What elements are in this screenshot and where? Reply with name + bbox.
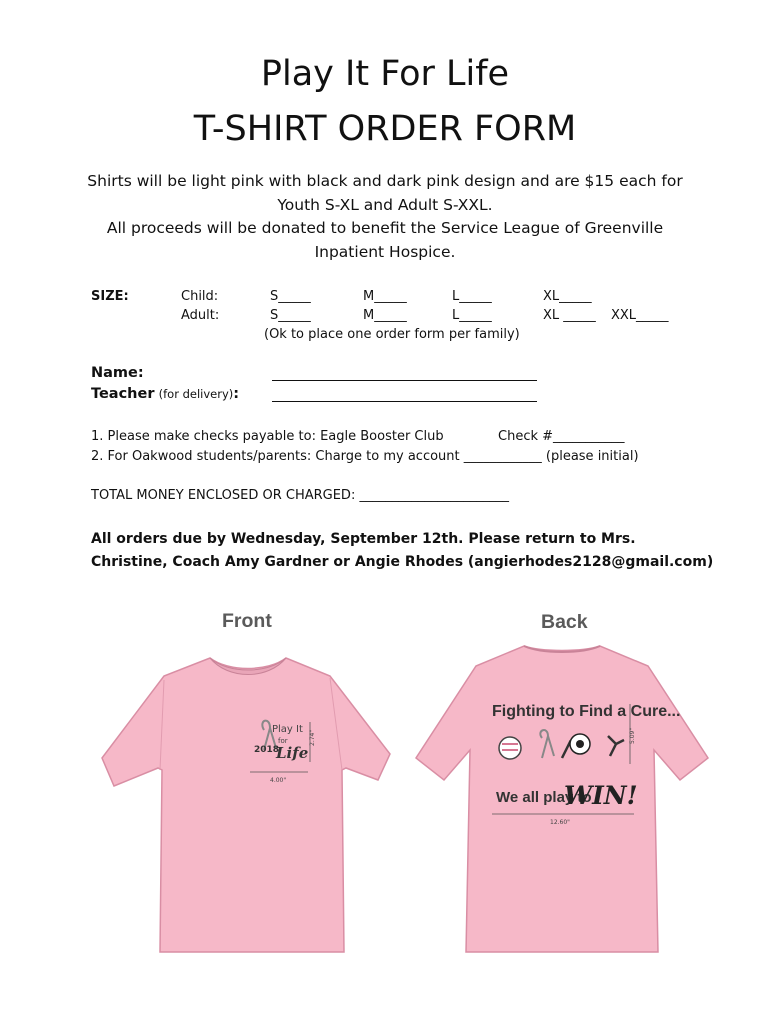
due-notice — [91, 528, 731, 573]
due-line: All orders due by Wednesday, September 12th. Please return to Mrs. — [91, 531, 636, 547]
adult-s-field[interactable]: S_____ — [270, 308, 311, 323]
form-title-line2: T-SHIRT ORDER FORM — [193, 109, 577, 149]
adult-l-field[interactable]: L_____ — [452, 308, 492, 323]
front-play-it: Play It — [272, 724, 303, 735]
back-height-dim: 5.09" — [629, 727, 636, 744]
child-s-field[interactable]: S_____ — [270, 289, 311, 304]
child-xl-field[interactable]: XL_____ — [543, 289, 592, 304]
adult-xl-field[interactable]: XL _____ — [543, 308, 596, 323]
name-label: Name: — [91, 365, 144, 381]
child-l-field[interactable]: L_____ — [452, 289, 492, 304]
front-for: for — [278, 737, 288, 745]
family-note: (Ok to place one order form per family) — [264, 327, 520, 342]
teacher-label: Teacher — [91, 386, 155, 402]
intro-line: Youth S-XL and Adult S-XXL. — [277, 195, 493, 214]
front-year: 2018 — [254, 745, 280, 755]
front-width-dim: 4.00" — [270, 777, 287, 784]
back-slogan-pre: We all play to — [496, 789, 592, 806]
back-headline: Fighting to Find a Cure... — [492, 703, 681, 720]
form-title-line1: Play It For Life — [260, 54, 510, 94]
intro-line: All proceeds will be donated to benefit the Service League of Greenville — [106, 219, 664, 237]
back-width-dim: 12.60" — [550, 819, 570, 826]
intro-line: Shirts will be light pink with black and dark pink design and are $15 each for — [87, 172, 683, 190]
child-m-field[interactable]: M_____ — [363, 289, 407, 304]
instruction-1: 1. Please make checks payable to: Eagle Booster Club — [91, 429, 444, 444]
instruction-2: 2. For Oakwood students/parents: Charge to my account ____________ (please initial) — [91, 449, 639, 464]
front-shirt-body — [102, 658, 390, 952]
front-shirt-image — [98, 650, 398, 955]
teacher-label-group — [91, 385, 239, 404]
name-field[interactable] — [272, 362, 537, 381]
adult-xxl-field[interactable]: XXL_____ — [611, 308, 669, 323]
total-money-field[interactable]: TOTAL MONEY ENCLOSED OR CHARGED: _______________________ — [91, 488, 509, 503]
back-caption: Back — [541, 611, 588, 633]
front-height-dim: 2.74" — [309, 729, 316, 746]
adult-m-field[interactable]: M_____ — [363, 308, 407, 323]
teacher-field[interactable] — [272, 383, 537, 402]
teacher-note: (for delivery) — [158, 387, 234, 401]
teacher-colon: : — [233, 386, 240, 402]
intro-paragraph — [60, 170, 710, 264]
size-label: SIZE: — [91, 289, 129, 304]
intro-line: Inpatient Hospice. — [314, 242, 456, 261]
child-label: Child: — [181, 289, 219, 304]
volleyball-icon — [499, 737, 521, 759]
check-number-field[interactable]: Check #___________ — [498, 429, 625, 444]
due-line: Christine, Coach Amy Gardner or Angie Rhodes (angierhodes2128@gmail.com) — [91, 553, 714, 570]
front-caption: Front — [222, 610, 272, 632]
front-life: Life — [276, 744, 309, 762]
back-shirt-image — [412, 640, 712, 955]
adult-label: Adult: — [181, 308, 220, 323]
back-slogan-win: WIN! — [564, 781, 638, 810]
